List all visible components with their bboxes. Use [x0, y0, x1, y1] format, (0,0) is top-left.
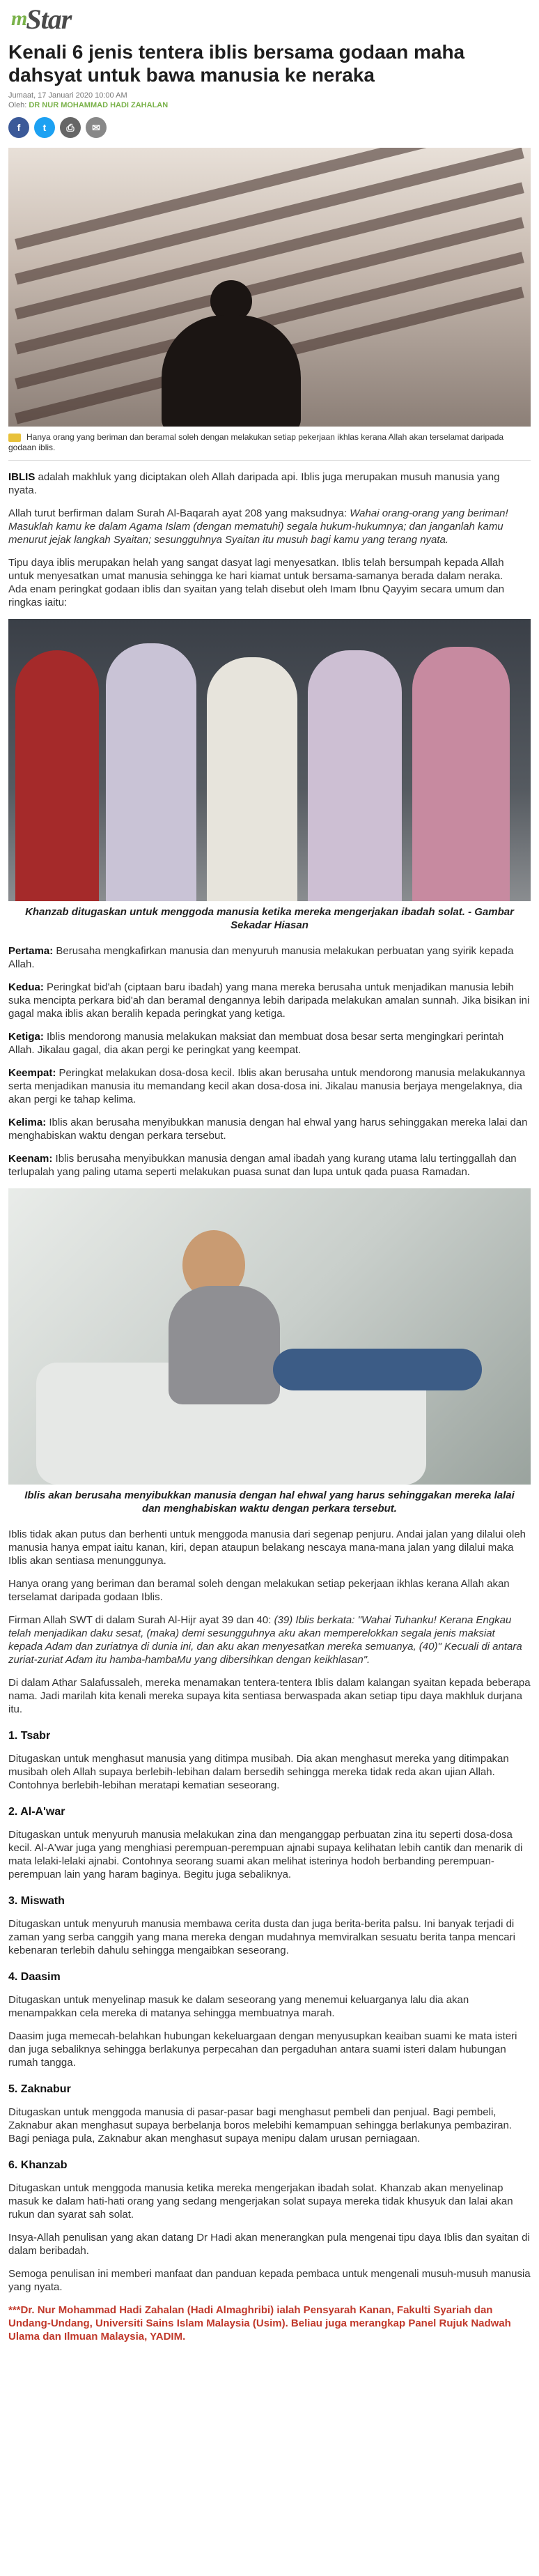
soldier-4-heading: 4. Daasim — [8, 1971, 61, 1983]
twitter-share-icon[interactable]: t — [34, 117, 55, 138]
level-1: Pertama: Berusaha mengkafirkan manusia dan menyuruh manusia melakukan perbuatan yang syirik kepada Allah. — [8, 945, 514, 970]
author-note: ***Dr. Nur Mohammad Hadi Zahalan (Hadi Almaghribi) ialah Pensyarah Kanan, Fakulti Syariah dan Undang-Undang, Universiti Sains Islam Malaysia (Usim). Beliau juga merangkap Panel Rujuk Nadwah Ulama dan Ilmuan Malaysia, YADIM. — [8, 2304, 511, 2343]
hero-image — [8, 148, 531, 427]
soldier-6-text: Ditugaskan untuk menggoda manusia ketika mereka mengerjakan ibadah solat. Khanzab akan menyelinap masuk ke dalam hati-hati orang yang sedang mengerjakan solat supaya mereka tidak khusyuk dan lalai akan rukun dan syarat sah solat. — [8, 2182, 513, 2221]
figure-2 — [8, 1188, 531, 1518]
intro-para-3: Tipu daya iblis merupakan helah yang sangat dasyat lagi menyesatkan. Iblis telah bersumpah kepada Allah untuk menyesatkan umat manusia sehingga ke hari kiamat untuk bersama-samanya berada dalam neraka. — [8, 557, 504, 582]
byline-prefix: Oleh: — [8, 101, 29, 109]
level-6: Keenam: Iblis berusaha menyibukkan manusia dengan amal ibadah yang kurang utama lalu tertinggallah dan terlupalah yang paling utama seperti melakukan puasa sunat dan lupa untuk qada puasa Ramadan. — [8, 1153, 517, 1178]
figure-2-caption: Iblis akan berusaha menyibukkan manusia dengan hal ehwal yang harus sehinggakan mereka lalai dan menghabiskan waktu dengan perkara tersebut. — [24, 1489, 515, 1515]
closing-para-1: Insya-Allah penulisan yang akan datang Dr Hadi akan menerangkan pula mengenai tipu daya Iblis dan syaitan di dalam beribadah. — [8, 2232, 530, 2257]
soldier-4-text-1: Ditugaskan untuk menyelinap masuk ke dalam seseorang yang menemui keluarganya lalu dia akan menampakkan cela mereka di matanya sehingga membuatnya marah. — [8, 1994, 469, 2019]
soldier-3-text: Ditugaskan untuk menyuruh manusia membawa cerita dusta dan juga berita-berita palsu. Ini banyak terjadi di zaman yang serba canggih yang mana mereka dengan mudahnya memviralkan sesuatu berita tanpa mencari kebenaran terlebih dahulu sehingga mengaibkan seseorang. — [8, 1918, 515, 1956]
middle-para-3: Firman Allah SWT di dalam Surah Al-Hijr ayat 39 dan 40: (39) Iblis berkata: "Wahai Tuhanku! Kerana Engkau telah menjadikan daku sesat, (maka) demi sesungguhnya aku akan memperelokkan segala jenis maksiat kepada Adam dan zuriatnya di dunia ini, dan aku akan menyesatkan mereka semuanya, (40)" Kecuali di antara zuriat-zuriat Adam itu hamba-hambaMu yang dibersihkan dengan keikhlasan". — [8, 1614, 522, 1666]
soldier-4-text-2: Daasim juga memecah-belahkan hubungan kekeluargaan dengan menyusupkan keaiban suami ke mata isteri dan juga sebaliknya sehingga berlakunya perpecahan dan pergaduhan antara suami isteri dalam hubungan rumah tangga. — [8, 2030, 517, 2069]
middle-para-4: Di dalam Athar Salafussaleh, mereka menamakan tentera-tentera Iblis dalam kalangan syaitan kepada beberapa nama. Jadi marilah kita kenali mereka supaya kita sentiasa berwaspada akan setiap tipu daya makhluk durjana itu. — [8, 1677, 531, 1715]
article-byline — [8, 100, 531, 110]
level-3: Ketiga: Iblis mendorong manusia melakukan maksiat dan membuat dosa besar serta mengingkari perintah Allah. Jikalau gagal, dia akan pergi ke peringkat yang keempat. — [8, 1031, 504, 1056]
soldier-1-heading: 1. Tsabr — [8, 1730, 51, 1742]
intro-para-4: Ada enam peringkat godaan iblis dan syaitan yang telah disebut oleh Imam Ibnu Qayyim secara umum dan ringkas iaitu: — [8, 583, 505, 608]
prayer-robes-image — [8, 619, 531, 901]
middle-para-2: Hanya orang yang beriman dan beramal soleh dengan melakukan setiap pekerjaan ikhlas kerana Allah akan terselamat daripada godaan Iblis. — [8, 1578, 510, 1603]
soldier-5-text: Ditugaskan untuk menggoda manusia di pasar-pasar bagi menghasut pembeli dan penjual. Bagi pembeli, Zaknabur akan menghasut supaya berbelanja boros melebihi kemampuan sehingga berlakunya pembaziran. Bagi peniaga pula, Zaknabur akan menghasut supaya menipu dalam urusan perniagaan. — [8, 2106, 512, 2145]
soldier-6-heading: 6. Khanzab — [8, 2159, 68, 2171]
soldier-2-heading: 2. Al-A'war — [8, 1806, 65, 1818]
intro-para-2: Allah turut berfirman dalam Surah Al-Baqarah ayat 208 yang maksudnya: Wahai orang-orang yang beriman! Masuklah kamu ke dalam Agama Islam (dengan mematuhi) segala hukum-hukumnya; dan janganlah kamu menurut jejak langkah Syaitan; sesungguhnya Syaitan itu musuh bagi kamu yang terang nyata. — [8, 507, 508, 546]
logo-m: m — [11, 7, 28, 30]
level-2: Kedua: Peringkat bid'ah (ciptaan baru ibadah) yang mana mereka berusaha untuk menjadikan manusia lebih suka mencipta perkara bid'ah dan beramal dengannya lebih daripada melakukan amalan sunnah. Jika bisikan ini gagal maka iblis akan beralih kepada peringkat yang ketiga. — [8, 981, 530, 1020]
article-date: Jumaat, 17 Januari 2020 10:00 AM — [8, 91, 127, 100]
hero-caption-text: Hanya orang yang beriman dan beramal soleh dengan melakukan setiap pekerjaan ikhlas kerana Allah akan terselamat daripada godaan iblis. — [8, 432, 504, 452]
woman-headphones-image — [8, 1188, 531, 1485]
print-icon[interactable]: ⎙ — [60, 117, 81, 138]
soldier-3-heading: 3. Miswath — [8, 1895, 65, 1907]
level-4: Keempat: Peringkat melakukan dosa-dosa kecil. Iblis akan berusaha untuk mendorong manusia melakukannya serta menjadikan manusia itu memandang kecil akan dosa-dosa ini. Jikalau manusia berjaya mengelaknya, dia akan pergi ke tahap kelima. — [8, 1067, 526, 1105]
article-title: Kenali 6 jenis tentera iblis bersama godaan maha dahsyat untuk bawa manusia ke neraka — [8, 41, 465, 86]
intro-para-1: IBLIS adalah makhluk yang diciptakan oleh Allah daripada api. Iblis juga merupakan musuh manusia yang nyata. — [8, 471, 500, 496]
facebook-share-icon[interactable]: f — [8, 117, 29, 138]
hero-caption — [8, 427, 531, 461]
middle-para-1: Iblis tidak akan putus dan berhenti untuk menggoda manusia dari segenap penjuru. Andai jalan yang dilalui oleh manusia hanya empat iaitu kanan, kiri, depan ataupun belakang nescaya mana-mana jalan yang dilalui maka Iblis akan sentiasa menunggunya. — [8, 1528, 526, 1567]
closing-para-2: Semoga penulisan ini memberi manfaat dan panduan kepada pembaca untuk mengenali musuh-musuh manusia yang nyata. — [8, 2268, 531, 2293]
share-bar — [8, 117, 531, 138]
soldier-2-text: Ditugaskan untuk menyuruh manusia melakukan zina dan menganggap perbuatan zina itu seperti dosa-dosa kecil. Al-A'war juga yang menghiasi perempuan-perempuan ajnabi supaya kelihatan lebih cantik dan menarik di mata lelaki-lelaki ajnabi. Contohnya seorang suami akan melihat isterinya hodoh berbanding perempuan-perempuan lain yang haram baginya. Begitu juga sebaliknya. — [8, 1829, 523, 1880]
soldier-5-heading: 5. Zaknabur — [8, 2083, 71, 2095]
site-logo[interactable] — [8, 0, 531, 38]
email-icon[interactable]: ✉ — [86, 117, 107, 138]
soldier-1-text: Ditugaskan untuk menghasut manusia yang ditimpa musibah. Dia akan menghasut mereka yang ditimpakan musibah oleh Allah supaya berlebih-lebihan dalam bersedih sehingga mereka tidak reda akan ujian Allah. Contohnya berlebih-lebihan meratapi kematian seseorang. — [8, 1753, 509, 1791]
logo-star: Star — [26, 3, 72, 35]
camera-icon — [8, 434, 21, 442]
author-link[interactable]: DR NUR MOHAMMAD HADI ZAHALAN — [29, 101, 169, 109]
figure-1-caption: Khanzab ditugaskan untuk menggoda manusia ketika mereka mengerjakan ibadah solat. - Gambar Sekadar Hiasan — [25, 906, 514, 931]
level-5: Kelima: Iblis akan berusaha menyibukkan manusia dengan hal ehwal yang harus sehinggakan mereka lalai dan menghabiskan waktu dengan perkara tersebut. — [8, 1117, 528, 1142]
figure-1 — [8, 619, 531, 935]
